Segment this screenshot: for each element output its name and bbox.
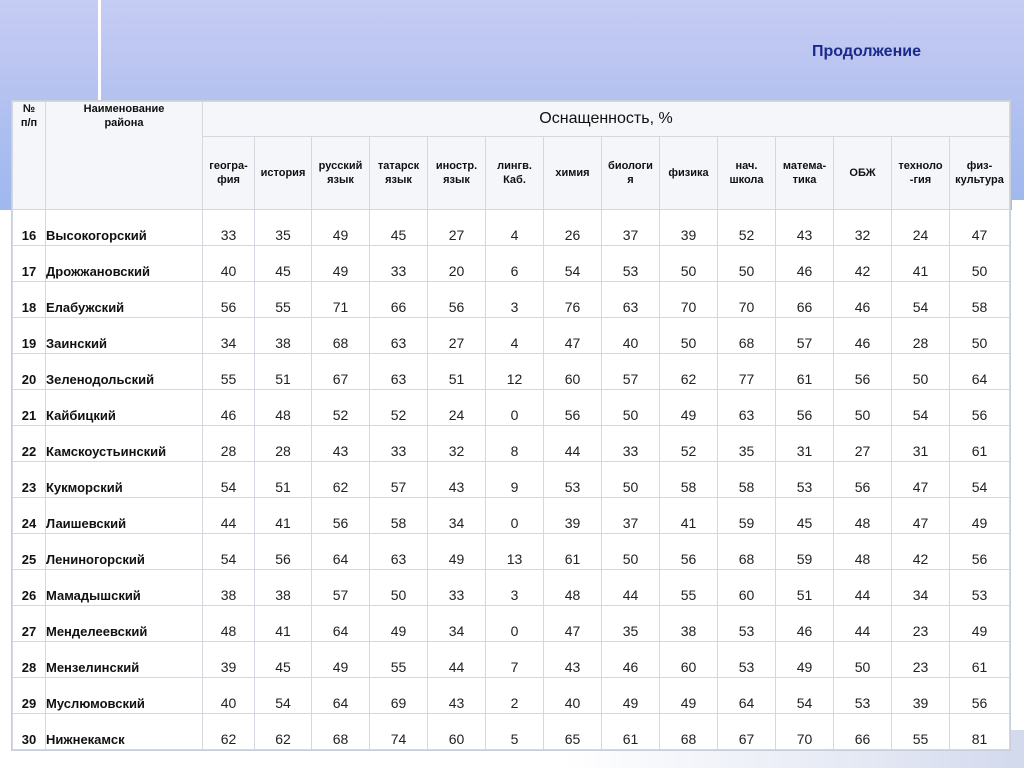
table-cell: 28	[203, 426, 255, 462]
table-cell: 33	[428, 570, 486, 606]
table-cell: 66	[776, 282, 834, 318]
table-cell: 56	[834, 354, 892, 390]
continuation-caption: Продолжение	[812, 43, 921, 60]
table-cell: 53	[718, 606, 776, 642]
table-row	[13, 714, 1010, 750]
table-cell: 44	[602, 570, 660, 606]
district-name: Лениногорский	[46, 534, 203, 570]
header-subject: татарск язык	[370, 137, 428, 210]
table-cell: 53	[602, 246, 660, 282]
table-cell: 44	[203, 498, 255, 534]
row-number: 24	[13, 498, 46, 534]
table-cell: 28	[892, 318, 950, 354]
table-row	[13, 462, 1010, 498]
table-cell: 64	[312, 678, 370, 714]
table-cell: 50	[602, 534, 660, 570]
table-cell: 46	[834, 318, 892, 354]
row-number: 19	[13, 318, 46, 354]
row-number: 21	[13, 390, 46, 426]
table-cell: 49	[312, 642, 370, 678]
table-cell: 53	[950, 570, 1010, 606]
table-cell: 54	[892, 390, 950, 426]
district-name: Заинский	[46, 318, 203, 354]
table-cell: 49	[602, 678, 660, 714]
table-cell: 50	[950, 246, 1010, 282]
table-cell: 64	[312, 606, 370, 642]
row-number: 18	[13, 282, 46, 318]
table-cell: 66	[834, 714, 892, 750]
table-cell: 41	[255, 498, 312, 534]
table-row	[13, 354, 1010, 390]
table-cell: 48	[834, 498, 892, 534]
table-cell: 59	[776, 534, 834, 570]
table-cell: 56	[950, 390, 1010, 426]
table-cell: 35	[602, 606, 660, 642]
header-subject: иностр. язык	[428, 137, 486, 210]
table-cell: 8	[486, 426, 544, 462]
table-cell: 57	[370, 462, 428, 498]
table-cell: 31	[776, 426, 834, 462]
table-cell: 53	[544, 462, 602, 498]
table-cell: 5	[486, 714, 544, 750]
table-cell: 63	[370, 318, 428, 354]
header-subject: история	[255, 137, 312, 210]
table-cell: 60	[428, 714, 486, 750]
table-cell: 34	[203, 318, 255, 354]
table-cell: 33	[602, 426, 660, 462]
table-cell: 20	[428, 246, 486, 282]
table-cell: 48	[255, 390, 312, 426]
district-name: Лаишевский	[46, 498, 203, 534]
table-cell: 40	[203, 678, 255, 714]
table-cell: 52	[660, 426, 718, 462]
table-cell: 52	[718, 210, 776, 246]
table-cell: 57	[602, 354, 660, 390]
table-cell: 3	[486, 570, 544, 606]
table-cell: 38	[203, 570, 255, 606]
table-cell: 60	[660, 642, 718, 678]
table-cell: 38	[255, 570, 312, 606]
table-cell: 37	[602, 210, 660, 246]
district-name: Мамадышский	[46, 570, 203, 606]
table-cell: 54	[255, 678, 312, 714]
header-subject: русский язык	[312, 137, 370, 210]
table-cell: 41	[892, 246, 950, 282]
table-cell: 56	[255, 534, 312, 570]
table-cell: 43	[428, 678, 486, 714]
table-cell: 50	[950, 318, 1010, 354]
table-cell: 27	[834, 426, 892, 462]
table-cell: 55	[203, 354, 255, 390]
table-row	[13, 390, 1010, 426]
table-cell: 53	[776, 462, 834, 498]
table-cell: 49	[950, 606, 1010, 642]
equipment-table	[12, 101, 1010, 750]
table-cell: 40	[544, 678, 602, 714]
table-cell: 55	[660, 570, 718, 606]
table-cell: 4	[486, 318, 544, 354]
table-cell: 50	[718, 246, 776, 282]
table-cell: 33	[370, 426, 428, 462]
table-cell: 33	[370, 246, 428, 282]
table-cell: 59	[718, 498, 776, 534]
table-cell: 64	[950, 354, 1010, 390]
table-cell: 56	[776, 390, 834, 426]
table-cell: 51	[255, 354, 312, 390]
row-number: 16	[13, 210, 46, 246]
table-cell: 64	[718, 678, 776, 714]
table-row	[13, 642, 1010, 678]
table-cell: 57	[312, 570, 370, 606]
table-cell: 74	[370, 714, 428, 750]
table-cell: 50	[892, 354, 950, 390]
table-cell: 45	[776, 498, 834, 534]
row-number: 22	[13, 426, 46, 462]
table-cell: 63	[370, 354, 428, 390]
table-cell: 61	[602, 714, 660, 750]
table-cell: 49	[428, 534, 486, 570]
row-number: 20	[13, 354, 46, 390]
table-cell: 43	[312, 426, 370, 462]
table-cell: 63	[370, 534, 428, 570]
row-number: 26	[13, 570, 46, 606]
district-name: Зеленодольский	[46, 354, 203, 390]
table-cell: 47	[544, 606, 602, 642]
table-cell: 77	[718, 354, 776, 390]
header-subject: физика	[660, 137, 718, 210]
row-number: 17	[13, 246, 46, 282]
table-cell: 70	[660, 282, 718, 318]
table-cell: 23	[892, 606, 950, 642]
table-cell: 27	[428, 210, 486, 246]
table-cell: 46	[776, 606, 834, 642]
table-cell: 49	[776, 642, 834, 678]
table-cell: 67	[312, 354, 370, 390]
table-cell: 42	[834, 246, 892, 282]
table-cell: 24	[892, 210, 950, 246]
table-cell: 50	[660, 318, 718, 354]
table-cell: 56	[834, 462, 892, 498]
district-name: Дрожжановский	[46, 246, 203, 282]
district-name: Камскоустьинский	[46, 426, 203, 462]
table-cell: 81	[950, 714, 1010, 750]
table-cell: 7	[486, 642, 544, 678]
table-cell: 6	[486, 246, 544, 282]
table-cell: 69	[370, 678, 428, 714]
row-number: 25	[13, 534, 46, 570]
table-cell: 39	[544, 498, 602, 534]
table-cell: 68	[660, 714, 718, 750]
table-cell: 62	[312, 462, 370, 498]
table-cell: 64	[312, 534, 370, 570]
row-number: 23	[13, 462, 46, 498]
table-cell: 76	[544, 282, 602, 318]
table-cell: 0	[486, 390, 544, 426]
table-cell: 49	[950, 498, 1010, 534]
table-cell: 54	[950, 462, 1010, 498]
table-cell: 44	[544, 426, 602, 462]
table-cell: 51	[428, 354, 486, 390]
table-cell: 0	[486, 498, 544, 534]
table-cell: 49	[660, 390, 718, 426]
table-cell: 47	[544, 318, 602, 354]
table-cell: 53	[718, 642, 776, 678]
table-cell: 61	[776, 354, 834, 390]
table-cell: 70	[718, 282, 776, 318]
table-row	[13, 282, 1010, 318]
district-name: Мензелинский	[46, 642, 203, 678]
table-cell: 34	[428, 498, 486, 534]
district-name: Нижнекамск	[46, 714, 203, 750]
table-cell: 42	[892, 534, 950, 570]
table-row	[13, 570, 1010, 606]
table-cell: 56	[312, 498, 370, 534]
table-cell: 44	[834, 606, 892, 642]
table-cell: 46	[602, 642, 660, 678]
table-row	[13, 498, 1010, 534]
table-cell: 34	[428, 606, 486, 642]
table-cell: 39	[660, 210, 718, 246]
table-cell: 39	[203, 642, 255, 678]
district-name: Менделеевский	[46, 606, 203, 642]
table-cell: 62	[255, 714, 312, 750]
table-cell: 54	[544, 246, 602, 282]
table-cell: 38	[660, 606, 718, 642]
table-cell: 58	[660, 462, 718, 498]
header-subject: лингв. Каб.	[486, 137, 544, 210]
table-cell: 60	[718, 570, 776, 606]
table-row	[13, 210, 1010, 246]
table-cell: 28	[255, 426, 312, 462]
district-name: Кайбицкий	[46, 390, 203, 426]
district-name: Елабужский	[46, 282, 203, 318]
table-cell: 49	[660, 678, 718, 714]
table-cell: 50	[602, 390, 660, 426]
table-cell: 45	[370, 210, 428, 246]
table-cell: 40	[203, 246, 255, 282]
table-cell: 53	[834, 678, 892, 714]
table-cell: 56	[950, 534, 1010, 570]
table-cell: 34	[892, 570, 950, 606]
table-cell: 55	[255, 282, 312, 318]
table-cell: 41	[255, 606, 312, 642]
table-cell: 68	[718, 534, 776, 570]
table-cell: 50	[834, 642, 892, 678]
table-cell: 65	[544, 714, 602, 750]
table-cell: 43	[544, 642, 602, 678]
header-subject: биологи я	[602, 137, 660, 210]
table-cell: 71	[312, 282, 370, 318]
table-cell: 68	[718, 318, 776, 354]
header-subject: физ- культура	[950, 137, 1010, 210]
table-cell: 55	[370, 642, 428, 678]
table-cell: 39	[892, 678, 950, 714]
header-subject: нач. школа	[718, 137, 776, 210]
table-row	[13, 246, 1010, 282]
header-number: № п/п	[13, 102, 46, 210]
district-name: Кукморский	[46, 462, 203, 498]
table-cell: 52	[370, 390, 428, 426]
table-cell: 35	[718, 426, 776, 462]
table-row	[13, 678, 1010, 714]
table-cell: 54	[776, 678, 834, 714]
table-cell: 23	[892, 642, 950, 678]
table-cell: 47	[892, 462, 950, 498]
table-cell: 62	[203, 714, 255, 750]
table-cell: 61	[950, 426, 1010, 462]
table-row	[13, 318, 1010, 354]
header-subject: ОБЖ	[834, 137, 892, 210]
table-cell: 35	[255, 210, 312, 246]
table-cell: 27	[428, 318, 486, 354]
table-cell: 44	[428, 642, 486, 678]
table-cell: 54	[892, 282, 950, 318]
table-cell: 60	[544, 354, 602, 390]
table-cell: 68	[312, 714, 370, 750]
table-cell: 48	[834, 534, 892, 570]
row-number: 28	[13, 642, 46, 678]
table-cell: 45	[255, 642, 312, 678]
table-cell: 56	[544, 390, 602, 426]
table-cell: 40	[602, 318, 660, 354]
table-cell: 49	[312, 246, 370, 282]
table-cell: 54	[203, 462, 255, 498]
table-cell: 38	[255, 318, 312, 354]
table-cell: 51	[776, 570, 834, 606]
row-number: 27	[13, 606, 46, 642]
table-cell: 51	[255, 462, 312, 498]
table-cell: 61	[950, 642, 1010, 678]
table-cell: 62	[660, 354, 718, 390]
table-cell: 32	[834, 210, 892, 246]
table-cell: 56	[428, 282, 486, 318]
table-cell: 44	[834, 570, 892, 606]
table-cell: 63	[602, 282, 660, 318]
table-cell: 68	[312, 318, 370, 354]
table-cell: 0	[486, 606, 544, 642]
table-cell: 3	[486, 282, 544, 318]
table-cell: 31	[892, 426, 950, 462]
table-cell: 57	[776, 318, 834, 354]
header-subject: матема- тика	[776, 137, 834, 210]
table-cell: 56	[203, 282, 255, 318]
table-cell: 12	[486, 354, 544, 390]
table-cell: 50	[660, 246, 718, 282]
table-cell: 46	[834, 282, 892, 318]
table-cell: 26	[544, 210, 602, 246]
table-cell: 49	[370, 606, 428, 642]
table-cell: 47	[950, 210, 1010, 246]
decorative-line	[98, 0, 101, 100]
table-cell: 55	[892, 714, 950, 750]
table-cell: 45	[255, 246, 312, 282]
district-name: Муслюмовский	[46, 678, 203, 714]
table-cell: 61	[544, 534, 602, 570]
table-cell: 52	[312, 390, 370, 426]
district-name: Высокогорский	[46, 210, 203, 246]
header-subject: техноло -гия	[892, 137, 950, 210]
table-cell: 4	[486, 210, 544, 246]
row-number: 29	[13, 678, 46, 714]
table-cell: 37	[602, 498, 660, 534]
header-subject: химия	[544, 137, 602, 210]
table-cell: 43	[428, 462, 486, 498]
table-cell: 33	[203, 210, 255, 246]
table-cell: 56	[950, 678, 1010, 714]
decorative-stripe	[1012, 200, 1024, 210]
table-cell: 67	[718, 714, 776, 750]
table-cell: 58	[370, 498, 428, 534]
header-district-name: Наименование района	[46, 102, 203, 210]
table-cell: 50	[370, 570, 428, 606]
table-cell: 13	[486, 534, 544, 570]
table-cell: 2	[486, 678, 544, 714]
table-cell: 46	[203, 390, 255, 426]
table-cell: 54	[203, 534, 255, 570]
table-row	[13, 426, 1010, 462]
table-cell: 58	[718, 462, 776, 498]
table-cell: 58	[950, 282, 1010, 318]
table-cell: 32	[428, 426, 486, 462]
table-cell: 9	[486, 462, 544, 498]
header-subject: геогра- фия	[203, 137, 255, 210]
row-number: 30	[13, 714, 46, 750]
table-cell: 50	[602, 462, 660, 498]
table-row	[13, 534, 1010, 570]
table-cell: 63	[718, 390, 776, 426]
header-equipment-group: Оснащенность, %	[203, 102, 1010, 137]
table-cell: 56	[660, 534, 718, 570]
table-cell: 66	[370, 282, 428, 318]
table-cell: 46	[776, 246, 834, 282]
table-cell: 49	[312, 210, 370, 246]
table-cell: 70	[776, 714, 834, 750]
table-cell: 48	[203, 606, 255, 642]
table-cell: 41	[660, 498, 718, 534]
table-cell: 24	[428, 390, 486, 426]
table-cell: 48	[544, 570, 602, 606]
table-cell: 50	[834, 390, 892, 426]
table-cell: 47	[892, 498, 950, 534]
table-row	[13, 606, 1010, 642]
table-cell: 43	[776, 210, 834, 246]
